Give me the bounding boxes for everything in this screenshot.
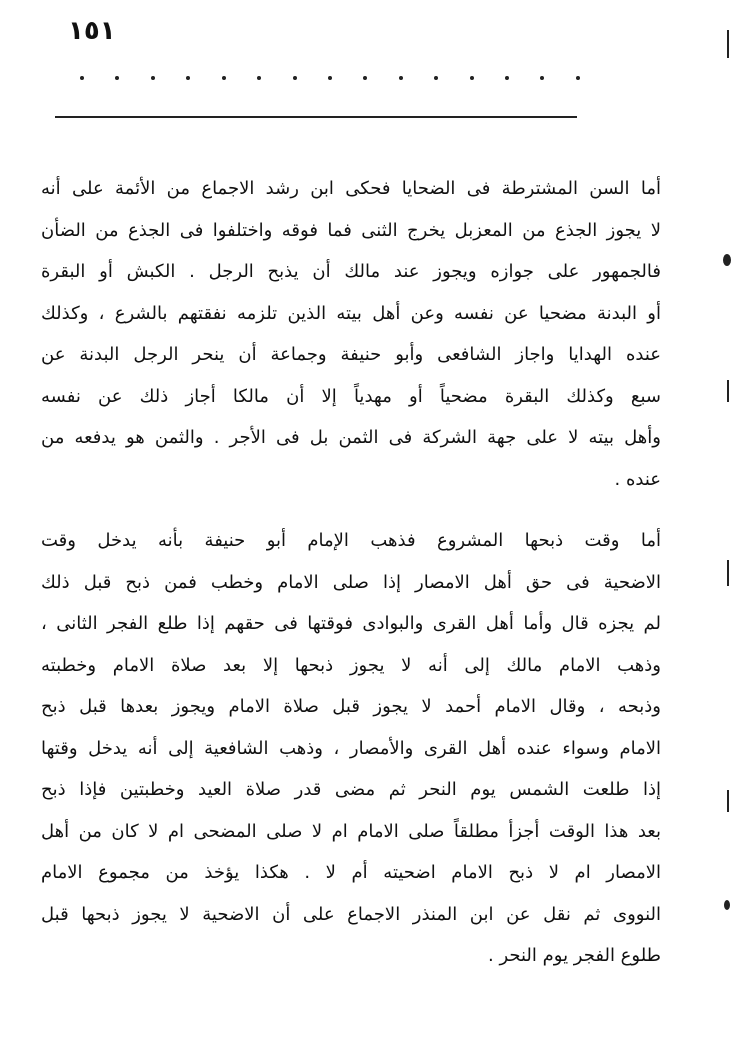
text-line: أو البدنة مضحيا عن نفسه وعن أهل بيته الذين تلزمه نفقتهم بالشرع ، وكذلك [41,302,661,324]
paragraph-sacrifice-time [41,520,661,977]
scan-edge-mark [727,560,729,586]
separator-dot [434,76,438,80]
header-rule [55,116,577,118]
text-line: وذهب الامام مالك إلى أنه لا يجوز ذبحها إلا بعد صلاة الامام وخطبته [41,654,661,676]
text-line: الامام وسواء عنده أهل القرى والأمصار ، وذهب الشافعية إلى أنه يدخل وقتها [41,737,661,759]
text-line: لا يجوز الجذع من المعزبل يخرج الثنى فما فوقه واختلفوا فى الجذع من الضأن [41,219,661,241]
scan-edge-mark [727,380,729,402]
page-number: ١٥١ [68,16,116,46]
scan-edge-mark [723,254,731,266]
text-line: عنده . [614,468,661,490]
text-line: فالجمهور على جوازه ويجوز عند مالك أن يذبح الرجل . الكبش أو البقرة [41,261,661,282]
text-line: وذبحه ، وقال الامام أحمد لا يجوز قبل صلاة الامام ويجوز بعدها قبل ذبح [41,696,661,717]
scan-edge-mark [724,900,730,910]
text-line: بعد هذا الوقت أجزأ مطلقاً صلى الامام ام لا صلى المضحى ام لا كان من أهل [41,820,661,842]
text-line: أما وقت ذبحها المشروع فذهب الإمام أبو حنيفة بأنه يدخل وقت [41,530,661,551]
text-line: الاضحية فى حق أهل الامصار إذا صلى الامام وخطب فمن ذبح قبل ذلك [41,571,661,593]
text-line: سبع وكذلك البقرة مضحياً أو مهدياً إلا أن مالكا أجاز ذلك عن نفسه [41,385,661,407]
separator-dot [293,76,297,80]
separator-dot [470,76,474,80]
separator-dot [576,76,580,80]
text-line: وأهل بيته لا على جهة الشركة فى الثمن بل فى الأجر . والثمن هو يدفعه من [41,427,661,448]
separator-dot [222,76,226,80]
separator-dot [328,76,332,80]
separator-dot [80,76,84,80]
separator-dot [363,76,367,80]
separator-dot [540,76,544,80]
separator-dot [399,76,403,80]
text-line: الامصار ام لا ذبح الامام اضحيته أم لا . هكذا يؤخذ من مجموع الامام [41,862,661,883]
separator-dot [115,76,119,80]
scan-edge-mark [727,790,729,812]
text-line: النووى ثم نقل عن ابن المنذر الاجماع على أن الاضحية لا يجوز ذبحها قبل [41,903,661,925]
separator-dot [257,76,261,80]
text-line: لم يجزه قال وأما أهل القرى والبوادى فوقتها فى حقهم إذا طلع الفجر الثانى ، [41,613,661,634]
separator-dot [186,76,190,80]
text-line: أما السن المشترطة فى الضحايا فحكى ابن رشد الاجماع من الأئمة على أنه [41,178,661,199]
scan-edge-mark [727,30,729,58]
text-line: طلوع الفجر يوم النحر . [488,945,661,966]
text-line: إذا طلعت الشمس يوم النحر ثم مضى قدر صلاة العيد وخطبتين فإذا ذبح [41,779,661,800]
separator-dot [151,76,155,80]
separator-dot [505,76,509,80]
dotted-separator [80,66,580,86]
text-line: عنده الهدايا واجاز الشافعى وأبو حنيفة وجماعة أن ينحر الرجل البدنة عن [41,344,661,365]
paragraph-sacrifice-age [41,168,661,500]
